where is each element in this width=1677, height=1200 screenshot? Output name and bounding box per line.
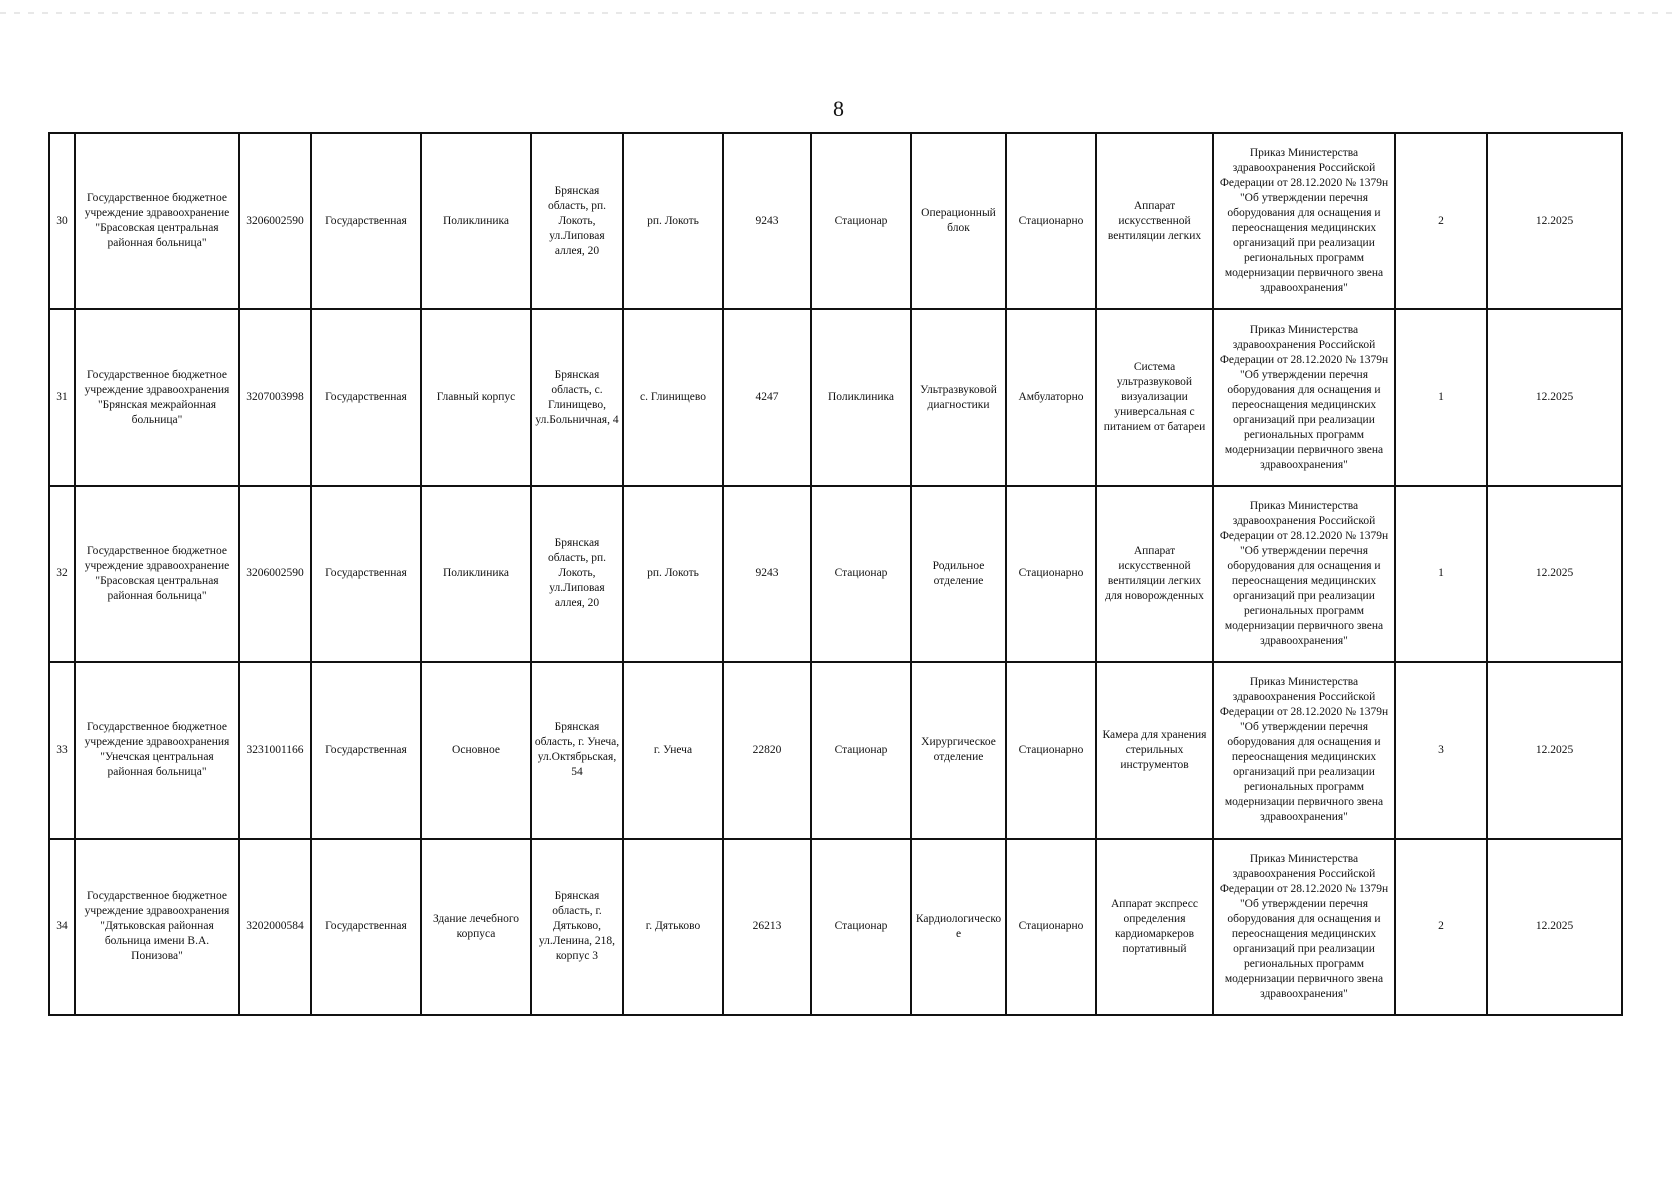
building-cell: Главный корпус	[421, 309, 531, 485]
table-row	[49, 486, 1622, 662]
equipment-cell: Система ультразвуковой визуализации универсальная с питанием от батареи	[1096, 309, 1213, 485]
legal-basis-cell: Приказ Министерства здравоохранения Российской Федерации от 28.12.2020 № 1379н "Об утверждении перечня оборудования для оснащения и переоснащения медицинских организаций при реализации региональных программ модернизации первичного звена здравоохранения"	[1213, 486, 1395, 662]
equipment-cell: Аппарат искусственной вентиляции легких	[1096, 133, 1213, 309]
unit-type-cell: Стационар	[811, 486, 911, 662]
unit-type-cell: Стационар	[811, 662, 911, 838]
deadline-cell: 12.2025	[1487, 839, 1622, 1015]
legal-basis-cell: Приказ Министерства здравоохранения Российской Федерации от 28.12.2020 № 1379н "Об утверждении перечня оборудования для оснащения и переоснащения медицинских организаций при реализации региональных программ модернизации первичного звена здравоохранения"	[1213, 133, 1395, 309]
organization-cell: Государственное бюджетное учреждение здравоохранения "Унечская центральная районная больница"	[75, 662, 239, 838]
department-cell: Ультразвуковой диагностики	[911, 309, 1006, 485]
legal-basis-cell: Приказ Министерства здравоохранения Российской Федерации от 28.12.2020 № 1379н "Об утверждении перечня оборудования для оснащения и переоснащения медицинских организаций при реализации региональных программ модернизации первичного звена здравоохранения"	[1213, 839, 1395, 1015]
organization-cell: Государственное бюджетное учреждение здравоохранение "Брасовская центральная районная больница"	[75, 133, 239, 309]
row-number-cell: 31	[49, 309, 75, 485]
inn-cell: 3206002590	[239, 133, 311, 309]
quantity-cell: 1	[1395, 486, 1487, 662]
deadline-cell: 12.2025	[1487, 486, 1622, 662]
quantity-cell: 3	[1395, 662, 1487, 838]
address-cell: Брянская область, рп. Локоть, ул.Липовая аллея, 20	[531, 486, 623, 662]
department-cell: Операционный блок	[911, 133, 1006, 309]
address-cell: Брянская область, г. Дятьково, ул.Ленина, 218, корпус 3	[531, 839, 623, 1015]
inn-cell: 3206002590	[239, 486, 311, 662]
quantity-cell: 1	[1395, 309, 1487, 485]
deadline-cell: 12.2025	[1487, 662, 1622, 838]
page-number: 8	[833, 96, 844, 121]
legal-basis-cell: Приказ Министерства здравоохранения Российской Федерации от 28.12.2020 № 1379н "Об утверждении перечня оборудования для оснащения и переоснащения медицинских организаций при реализации региональных программ модернизации первичного звена здравоохранения"	[1213, 662, 1395, 838]
care-form-cell: Амбулаторно	[1006, 309, 1096, 485]
care-form-cell: Стационарно	[1006, 662, 1096, 838]
ownership-cell: Государственная	[311, 486, 421, 662]
building-cell: Здание лечебного корпуса	[421, 839, 531, 1015]
inn-cell: 3202000584	[239, 839, 311, 1015]
locality-cell: г. Унеча	[623, 662, 723, 838]
department-cell: Хирургическое отделение	[911, 662, 1006, 838]
care-form-cell: Стационарно	[1006, 133, 1096, 309]
row-number-cell: 32	[49, 486, 75, 662]
address-cell: Брянская область, с. Глинищево, ул.Больничная, 4	[531, 309, 623, 485]
inn-cell: 3207003998	[239, 309, 311, 485]
population-cell: 22820	[723, 662, 811, 838]
locality-cell: рп. Локоть	[623, 486, 723, 662]
legal-basis-cell: Приказ Министерства здравоохранения Российской Федерации от 28.12.2020 № 1379н "Об утверждении перечня оборудования для оснащения и переоснащения медицинских организаций при реализации региональных программ модернизации первичного звена здравоохранения"	[1213, 309, 1395, 485]
equipment-register-table	[48, 132, 1623, 1016]
table-row	[49, 662, 1622, 838]
population-cell: 4247	[723, 309, 811, 485]
unit-type-cell: Стационар	[811, 133, 911, 309]
deadline-cell: 12.2025	[1487, 133, 1622, 309]
unit-type-cell: Поликлиника	[811, 309, 911, 485]
locality-cell: с. Глинищево	[623, 309, 723, 485]
ownership-cell: Государственная	[311, 309, 421, 485]
table-row	[49, 309, 1622, 485]
organization-cell: Государственное бюджетное учреждение здравоохранения "Брянская межрайонная больница"	[75, 309, 239, 485]
address-cell: Брянская область, рп. Локоть, ул.Липовая аллея, 20	[531, 133, 623, 309]
population-cell: 9243	[723, 133, 811, 309]
equipment-cell: Аппарат экспресс определения кардиомаркеров портативный	[1096, 839, 1213, 1015]
care-form-cell: Стационарно	[1006, 486, 1096, 662]
building-cell: Основное	[421, 662, 531, 838]
quantity-cell: 2	[1395, 133, 1487, 309]
care-form-cell: Стационарно	[1006, 839, 1096, 1015]
address-cell: Брянская область, г. Унеча, ул.Октябрьская, 54	[531, 662, 623, 838]
row-number-cell: 34	[49, 839, 75, 1015]
unit-type-cell: Стационар	[811, 839, 911, 1015]
row-number-cell: 33	[49, 662, 75, 838]
organization-cell: Государственное бюджетное учреждение здравоохранение "Брасовская центральная районная больница"	[75, 486, 239, 662]
organization-cell: Государственное бюджетное учреждение здравоохранения "Дятьковская районная больница имени В.А. Понизова"	[75, 839, 239, 1015]
ownership-cell: Государственная	[311, 839, 421, 1015]
department-cell: Родильное отделение	[911, 486, 1006, 662]
inn-cell: 3231001166	[239, 662, 311, 838]
ownership-cell: Государственная	[311, 662, 421, 838]
quantity-cell: 2	[1395, 839, 1487, 1015]
locality-cell: рп. Локоть	[623, 133, 723, 309]
department-cell: Кардиологическое	[911, 839, 1006, 1015]
building-cell: Поликлиника	[421, 133, 531, 309]
row-number-cell: 30	[49, 133, 75, 309]
equipment-cell: Камера для хранения стерильных инструментов	[1096, 662, 1213, 838]
equipment-cell: Аппарат искусственной вентиляции легких для новорожденных	[1096, 486, 1213, 662]
deadline-cell: 12.2025	[1487, 309, 1622, 485]
building-cell: Поликлиника	[421, 486, 531, 662]
population-cell: 26213	[723, 839, 811, 1015]
population-cell: 9243	[723, 486, 811, 662]
scan-artifact-line	[0, 12, 1677, 14]
ownership-cell: Государственная	[311, 133, 421, 309]
table-row	[49, 839, 1622, 1015]
locality-cell: г. Дятьково	[623, 839, 723, 1015]
table-row	[49, 133, 1622, 309]
